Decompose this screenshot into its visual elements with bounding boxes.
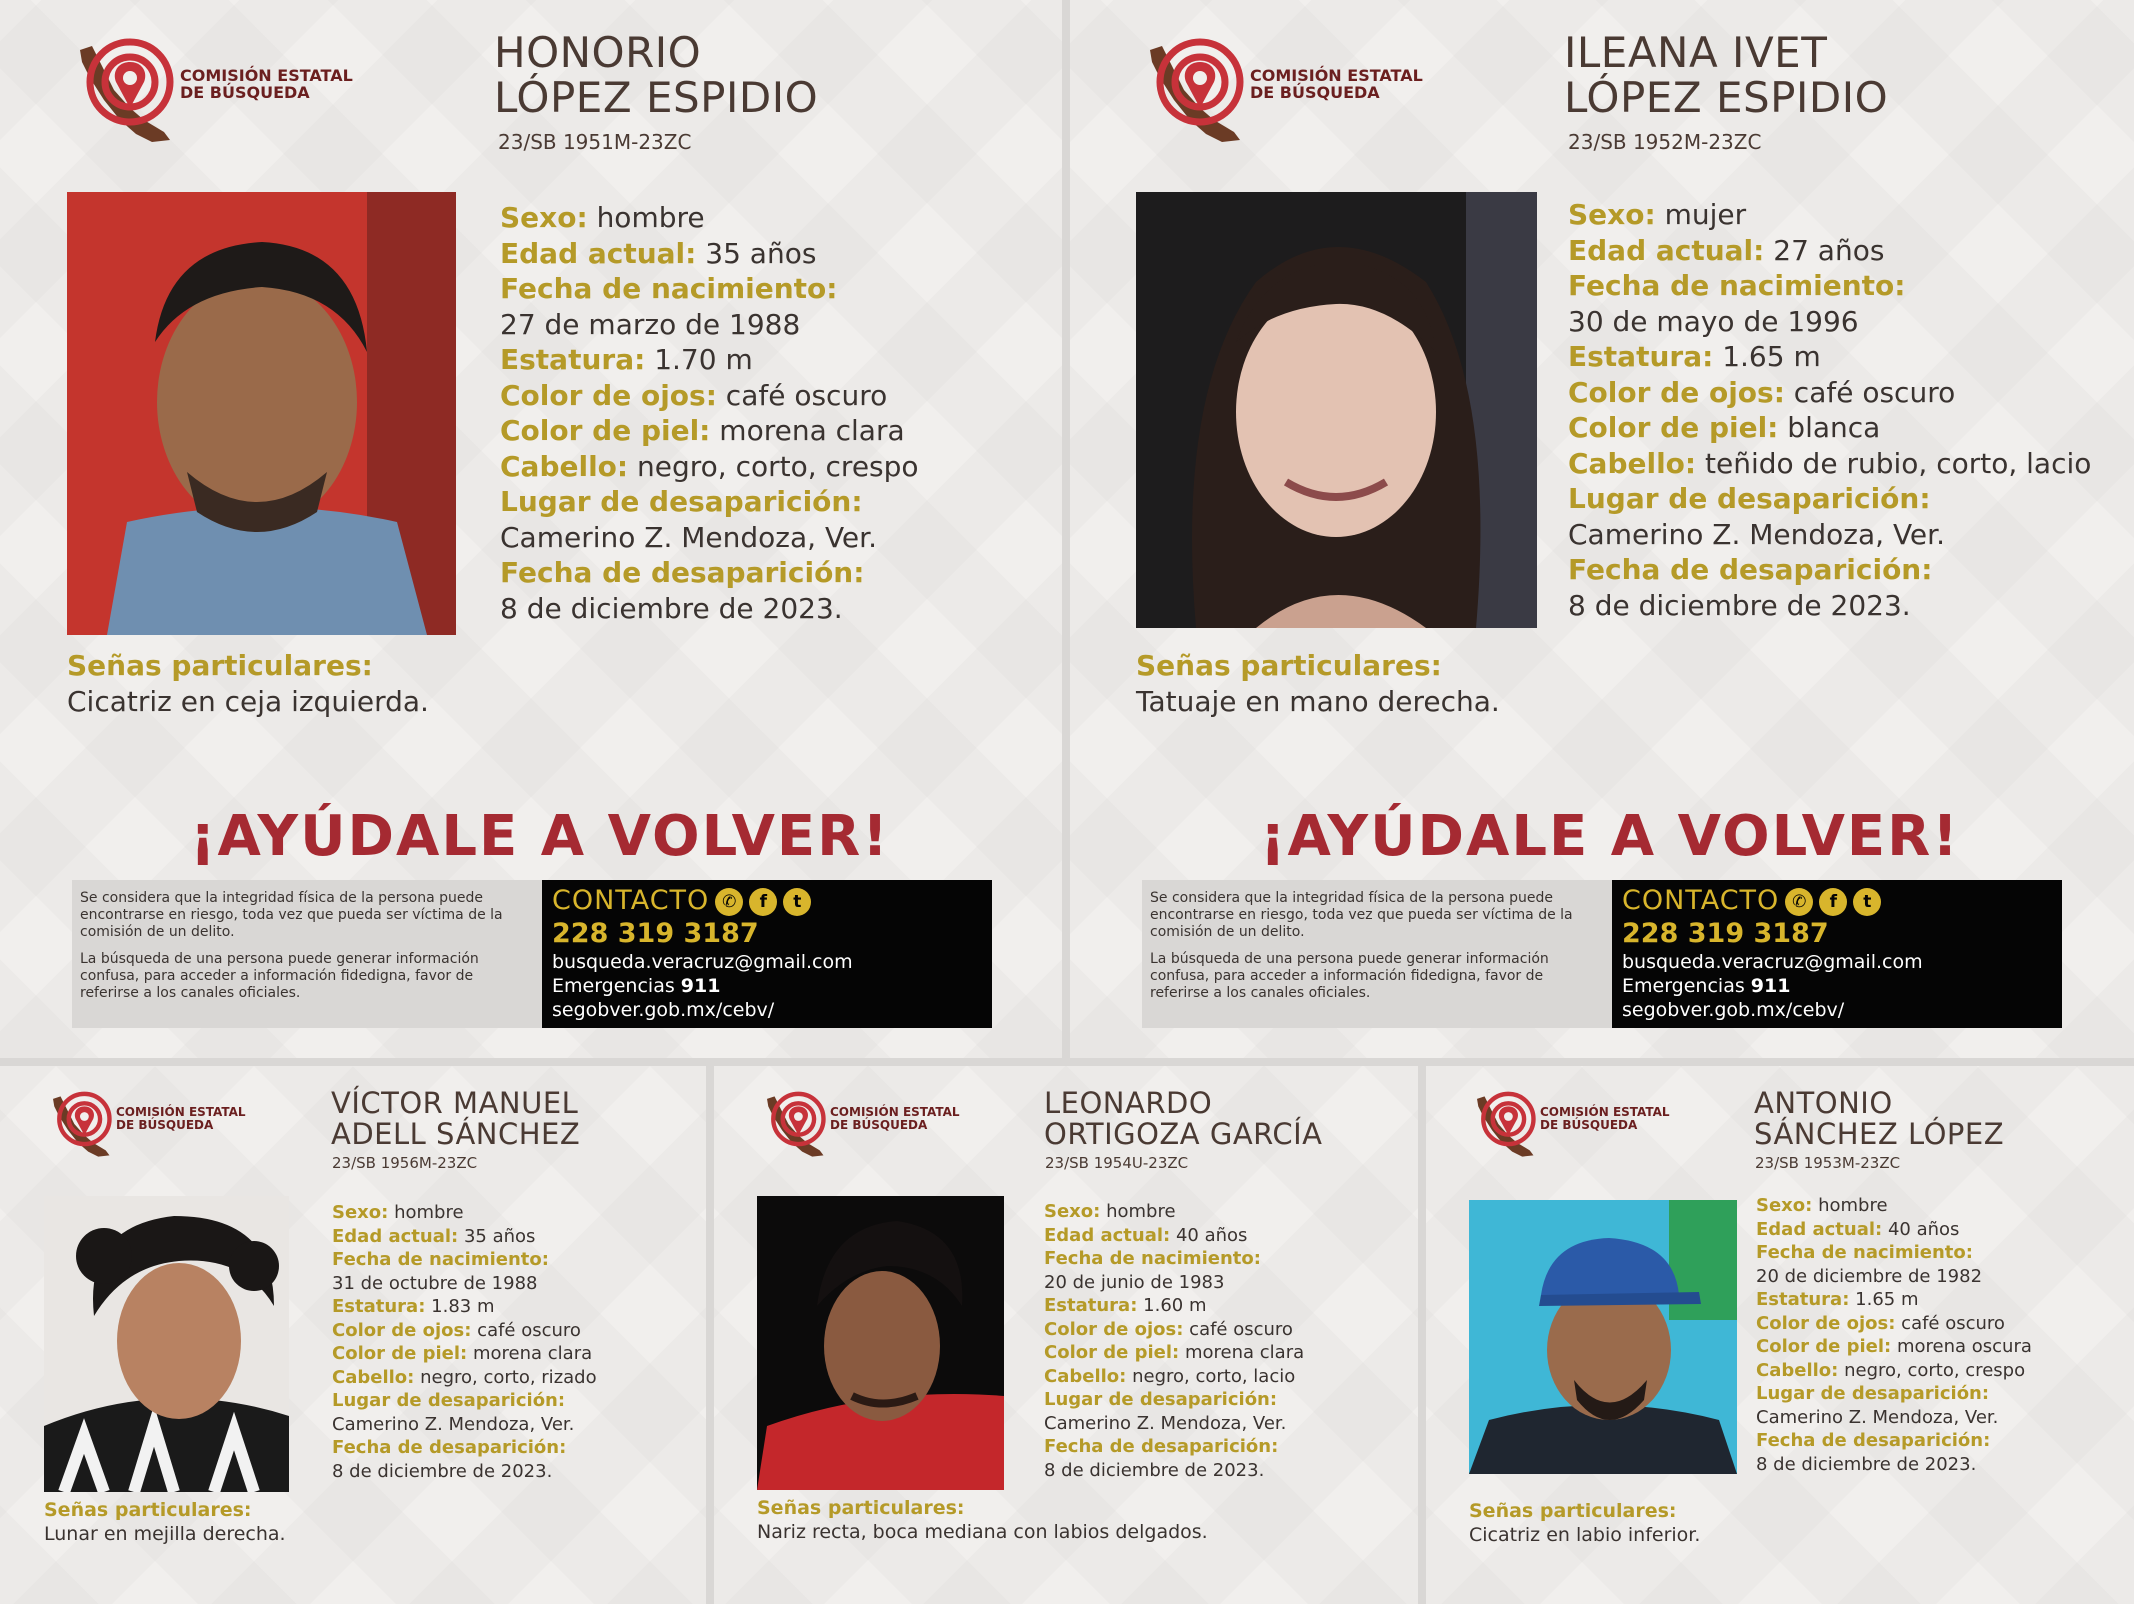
logo-line2: DE BÚSQUEDA bbox=[180, 83, 310, 102]
contact-title: CONTACTO bbox=[1622, 885, 1780, 916]
field-fecha-desap-label: Fecha de desaparición: bbox=[1568, 553, 1933, 586]
field-sexo: Sexo: hombre bbox=[1756, 1195, 1888, 1216]
field-fecha-desap-label: Fecha de desaparición: bbox=[500, 556, 865, 589]
senas-particulares bbox=[1469, 1499, 1700, 1547]
field-cabello: Cabello: teñido de rubio, corto, lacio bbox=[1568, 446, 2092, 480]
disclaimer-p2: La búsqueda de una persona puede generar información confusa, para acceder a información fidedigna, favor de referirse a los canales oficiales. bbox=[80, 951, 479, 1001]
contact-phone[interactable]: 228 319 3187 bbox=[552, 918, 759, 949]
field-edad: Edad actual: 35 años bbox=[332, 1225, 536, 1247]
logo bbox=[1142, 36, 1423, 144]
logo-line2: DE BÚSQUEDA bbox=[116, 1118, 214, 1132]
field-piel: Color de piel: morena oscura bbox=[1756, 1336, 2032, 1357]
phone-icon[interactable]: ✆ bbox=[1785, 888, 1813, 916]
name-line2: SÁNCHEZ LÓPEZ bbox=[1754, 1117, 2005, 1152]
logo-line2: DE BÚSQUEDA bbox=[830, 1118, 928, 1132]
contact-title: CONTACTO bbox=[552, 885, 710, 916]
field-estatura: Estatura: 1.65 m bbox=[1568, 340, 1821, 373]
contact-email[interactable]: busqueda.veracruz@gmail.com bbox=[1622, 951, 1923, 973]
senas-value: Cicatriz en ceja izquierda. bbox=[67, 685, 429, 718]
person-photo bbox=[44, 1196, 289, 1492]
senas-label: Señas particulares: bbox=[1136, 649, 1442, 682]
field-ojos: Color de ojos: café oscuro bbox=[1568, 375, 1956, 409]
senas-particulares bbox=[44, 1498, 286, 1546]
field-lugar-label: Lugar de desaparición: bbox=[1756, 1383, 1990, 1404]
slogan: ¡AYÚDALE A VOLVER! bbox=[190, 804, 890, 869]
name-line1: LEONARDO bbox=[1044, 1086, 1213, 1120]
disclaimer-box bbox=[72, 880, 542, 1028]
name-line1: VÍCTOR MANUEL bbox=[331, 1086, 579, 1120]
senas-value: Tatuaje en mano derecha. bbox=[1136, 685, 1500, 718]
field-estatura: Estatura: 1.70 m bbox=[500, 343, 753, 376]
field-fecha-desap: 8 de diciembre de 2023. bbox=[1756, 1453, 1977, 1475]
field-piel: Color de piel: morena clara bbox=[500, 414, 905, 447]
field-nacimiento-label: Fecha de nacimiento: bbox=[1756, 1242, 1973, 1263]
twitter-icon[interactable]: t bbox=[1853, 888, 1881, 916]
field-edad: Edad actual: 40 años bbox=[1756, 1218, 1960, 1240]
logo-icon bbox=[762, 1090, 826, 1158]
poster-card-honorio bbox=[0, 0, 1062, 1058]
facebook-icon[interactable]: f bbox=[1819, 888, 1847, 916]
field-piel: Color de piel: morena clara bbox=[332, 1343, 593, 1364]
logo-line1: COMISIÓN ESTATAL bbox=[116, 1105, 246, 1120]
folio: 23/SB 1952M-23ZC bbox=[1568, 130, 1762, 154]
contact-emergencias: Emergencias 911 bbox=[1622, 975, 1791, 997]
field-ojos: Color de ojos: café oscuro bbox=[332, 1319, 581, 1341]
field-fecha-desap: 8 de diciembre de 2023. bbox=[500, 591, 843, 625]
poster-card-ileana bbox=[1070, 0, 2134, 1058]
field-piel: Color de piel: blanca bbox=[1568, 411, 1881, 444]
person-photo bbox=[1136, 192, 1537, 628]
logo-line1: COMISIÓN ESTATAL bbox=[830, 1105, 960, 1120]
senas-particulares bbox=[67, 648, 429, 720]
contact-emergencias: Emergencias 911 bbox=[552, 975, 721, 997]
field-sexo: Sexo: hombre bbox=[500, 201, 705, 234]
person-photo bbox=[757, 1196, 1004, 1490]
field-sexo: Sexo: hombre bbox=[1044, 1201, 1176, 1222]
field-lugar-label: Lugar de desaparición: bbox=[1568, 482, 1931, 515]
person-fields bbox=[1568, 197, 2091, 623]
poster-card-victor bbox=[0, 1066, 706, 1604]
disclaimer-p1: Se considera que la integridad física de la persona puede encontrarse en riesgo, toda vez que pueda ser víctima de la comisión de un delito. bbox=[1150, 890, 1573, 940]
logo-icon bbox=[72, 36, 174, 144]
name-line2: LÓPEZ ESPIDIO bbox=[494, 73, 819, 123]
contact-web[interactable]: segobver.gob.mx/cebv/ bbox=[552, 999, 775, 1021]
logo-line1: COMISIÓN ESTATAL bbox=[1250, 66, 1423, 86]
field-nacimiento-label: Fecha de nacimiento: bbox=[1568, 269, 1906, 302]
field-lugar: Camerino Z. Mendoza, Ver. bbox=[1568, 517, 1946, 551]
person-photo bbox=[67, 192, 456, 635]
twitter-icon[interactable]: t bbox=[783, 888, 811, 916]
field-lugar: Camerino Z. Mendoza, Ver. bbox=[1756, 1406, 1999, 1428]
logo-icon bbox=[48, 1090, 112, 1158]
logo bbox=[1472, 1090, 1670, 1158]
disclaimer-p2: La búsqueda de una persona puede generar información confusa, para acceder a información fidedigna, favor de referirse a los canales oficiales. bbox=[1150, 951, 1549, 1001]
name-line2: ORTIGOZA GARCÍA bbox=[1044, 1117, 1323, 1152]
logo bbox=[48, 1090, 246, 1158]
field-edad: Edad actual: 27 años bbox=[1568, 233, 1885, 267]
name-line1: HONORIO bbox=[494, 28, 702, 77]
field-nacimiento: 20 de diciembre de 1982 bbox=[1756, 1265, 1983, 1287]
field-fecha-desap: 8 de diciembre de 2023. bbox=[1044, 1459, 1265, 1481]
field-estatura: Estatura: 1.83 m bbox=[332, 1296, 495, 1317]
field-lugar-label: Lugar de desaparición: bbox=[1044, 1389, 1278, 1410]
logo-icon bbox=[1142, 36, 1244, 144]
name-line1: ANTONIO bbox=[1754, 1086, 1893, 1120]
field-lugar: Camerino Z. Mendoza, Ver. bbox=[500, 520, 878, 554]
logo bbox=[762, 1090, 960, 1158]
field-lugar-label: Lugar de desaparición: bbox=[500, 485, 863, 518]
senas-particulares bbox=[1136, 648, 1500, 720]
field-edad: Edad actual: 35 años bbox=[500, 236, 817, 270]
person-fields bbox=[1756, 1194, 2032, 1476]
senas-label: Señas particulares: bbox=[1469, 1500, 1677, 1522]
name-line1: ILEANA IVET bbox=[1564, 28, 1828, 77]
senas-value: Lunar en mejilla derecha. bbox=[44, 1523, 286, 1545]
facebook-icon[interactable]: f bbox=[749, 888, 777, 916]
person-photo bbox=[1469, 1200, 1737, 1474]
field-fecha-desap: 8 de diciembre de 2023. bbox=[332, 1460, 553, 1482]
senas-value: Nariz recta, boca mediana con labios delgados. bbox=[757, 1521, 1208, 1543]
field-nacimiento-label: Fecha de nacimiento: bbox=[1044, 1248, 1261, 1269]
field-nacimiento: 20 de junio de 1983 bbox=[1044, 1271, 1225, 1293]
person-fields bbox=[1044, 1200, 1304, 1482]
poster-card-leonardo bbox=[714, 1066, 1418, 1604]
field-cabello: Cabello: negro, corto, crespo bbox=[1756, 1359, 2026, 1381]
field-estatura: Estatura: 1.65 m bbox=[1756, 1289, 1919, 1310]
person-name bbox=[331, 1088, 580, 1151]
logo-line2: DE BÚSQUEDA bbox=[1250, 83, 1380, 102]
field-lugar: Camerino Z. Mendoza, Ver. bbox=[1044, 1412, 1287, 1434]
logo-line1: COMISIÓN ESTATAL bbox=[180, 66, 353, 86]
contact-email[interactable]: busqueda.veracruz@gmail.com bbox=[552, 951, 853, 973]
person-fields bbox=[332, 1201, 597, 1483]
slogan: ¡AYÚDALE A VOLVER! bbox=[1260, 804, 1960, 869]
field-sexo: Sexo: hombre bbox=[332, 1202, 464, 1223]
logo bbox=[72, 36, 353, 144]
folio: 23/SB 1951M-23ZC bbox=[498, 130, 692, 154]
contact-web[interactable]: segobver.gob.mx/cebv/ bbox=[1622, 999, 1845, 1021]
field-cabello: Cabello: negro, corto, lacio bbox=[1044, 1365, 1296, 1387]
logo-line1: COMISIÓN ESTATAL bbox=[1540, 1105, 1670, 1120]
field-nacimiento-label: Fecha de nacimiento: bbox=[332, 1249, 549, 1270]
disclaimer-p1: Se considera que la integridad física de la persona puede encontrarse en riesgo, toda vez que pueda ser víctima de la comisión de un delito. bbox=[80, 890, 503, 940]
senas-particulares bbox=[757, 1496, 1208, 1544]
person-name bbox=[1754, 1088, 2004, 1151]
senas-label: Señas particulares: bbox=[44, 1499, 252, 1521]
senas-label: Señas particulares: bbox=[757, 1497, 965, 1519]
senas-value: Cicatriz en labio inferior. bbox=[1469, 1524, 1701, 1546]
field-ojos: Color de ojos: café oscuro bbox=[1756, 1312, 2005, 1334]
disclaimer-box bbox=[1142, 880, 1612, 1028]
field-ojos: Color de ojos: café oscuro bbox=[500, 378, 888, 412]
field-nacimiento: 30 de mayo de 1996 bbox=[1568, 304, 1859, 338]
field-edad: Edad actual: 40 años bbox=[1044, 1224, 1248, 1246]
poster-card-antonio bbox=[1426, 1066, 2134, 1604]
folio: 23/SB 1954U-23ZC bbox=[1045, 1154, 1189, 1172]
name-line2: ADELL SÁNCHEZ bbox=[331, 1117, 581, 1152]
field-cabello: Cabello: negro, corto, rizado bbox=[332, 1366, 597, 1388]
person-fields bbox=[500, 200, 919, 626]
person-name bbox=[1044, 1088, 1323, 1151]
person-name bbox=[494, 30, 818, 121]
field-estatura: Estatura: 1.60 m bbox=[1044, 1295, 1207, 1316]
contact-phone[interactable]: 228 319 3187 bbox=[1622, 918, 1829, 949]
field-piel: Color de piel: morena clara bbox=[1044, 1342, 1305, 1363]
field-nacimiento: 27 de marzo de 1988 bbox=[500, 307, 801, 341]
field-fecha-desap: 8 de diciembre de 2023. bbox=[1568, 588, 1911, 622]
person-name bbox=[1564, 30, 1888, 121]
name-line2: LÓPEZ ESPIDIO bbox=[1564, 73, 1889, 123]
logo-icon bbox=[1472, 1090, 1536, 1158]
folio: 23/SB 1956M-23ZC bbox=[332, 1154, 478, 1172]
field-ojos: Color de ojos: café oscuro bbox=[1044, 1318, 1293, 1340]
field-lugar-label: Lugar de desaparición: bbox=[332, 1390, 566, 1411]
contact-box bbox=[1612, 880, 2062, 1028]
field-fecha-desap-label: Fecha de desaparición: bbox=[1756, 1430, 1991, 1451]
field-fecha-desap-label: Fecha de desaparición: bbox=[332, 1437, 567, 1458]
field-lugar: Camerino Z. Mendoza, Ver. bbox=[332, 1413, 575, 1435]
field-nacimiento: 31 de octubre de 1988 bbox=[332, 1272, 538, 1294]
field-cabello: Cabello: negro, corto, crespo bbox=[500, 449, 919, 483]
field-sexo: Sexo: mujer bbox=[1568, 198, 1747, 231]
field-fecha-desap-label: Fecha de desaparición: bbox=[1044, 1436, 1279, 1457]
senas-label: Señas particulares: bbox=[67, 649, 373, 682]
folio: 23/SB 1953M-23ZC bbox=[1755, 1154, 1901, 1172]
logo-line2: DE BÚSQUEDA bbox=[1540, 1118, 1638, 1132]
phone-icon[interactable]: ✆ bbox=[715, 888, 743, 916]
contact-box bbox=[542, 880, 992, 1028]
field-nacimiento-label: Fecha de nacimiento: bbox=[500, 272, 838, 305]
